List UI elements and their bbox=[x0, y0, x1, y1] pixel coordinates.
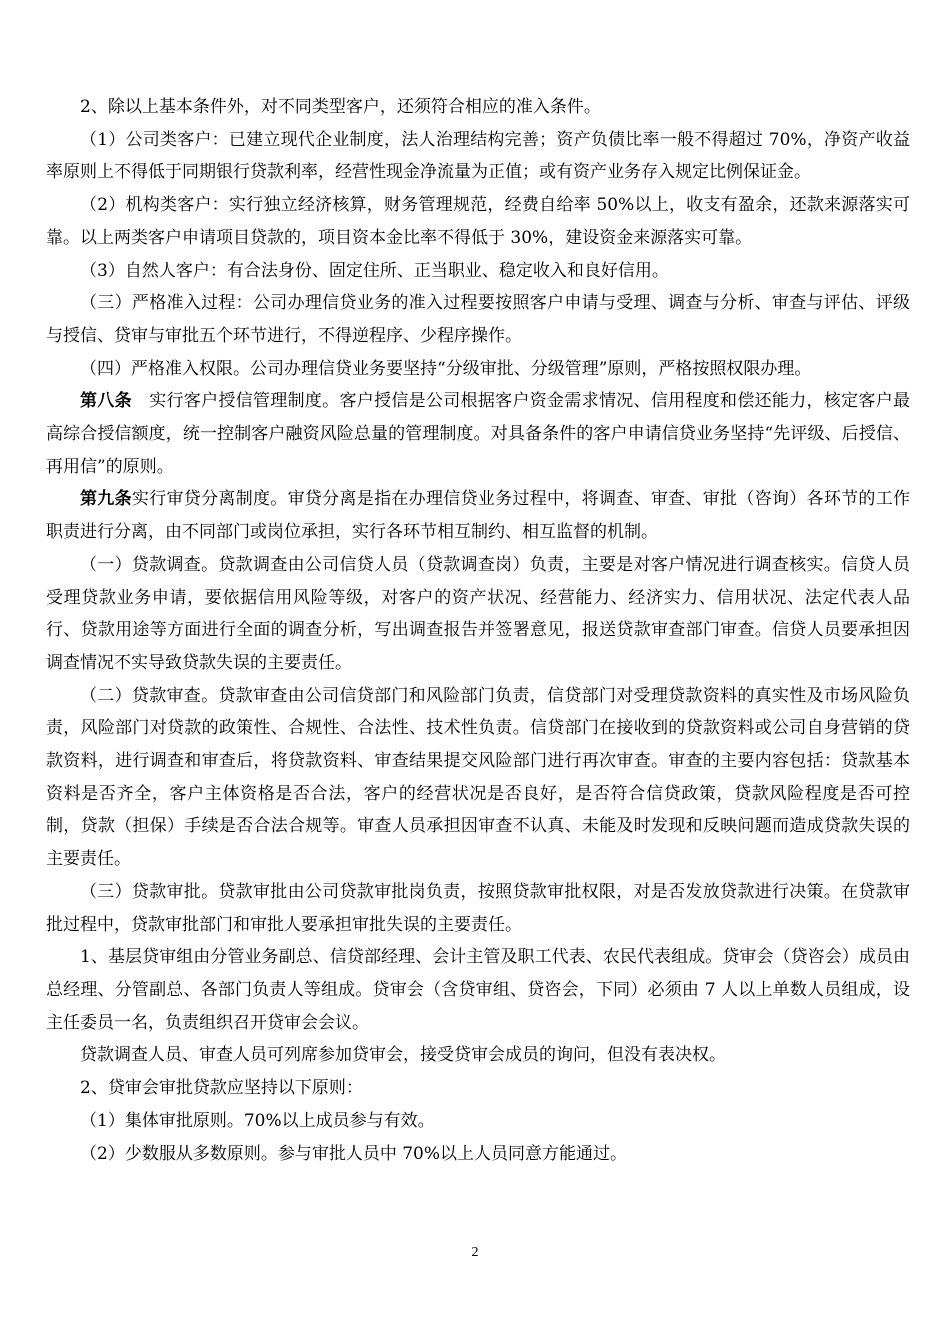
paragraph-principles-intro: 2、贷审会审批贷款应坚持以下原则： bbox=[80, 1078, 363, 1099]
document-body bbox=[46, 91, 910, 1170]
article-9-text: 实行审贷分离制度。审贷分离是指在办理信贷业务过程中，将调查、审查、审批（咨询）各环节的工作职责进行分离，由不同部门或岗位承担，实行各环节相互制约、相互监督的机制。 bbox=[46, 489, 911, 543]
page-number: 2 bbox=[471, 1245, 479, 1260]
article-8-heading: 第八条 bbox=[80, 391, 132, 412]
paragraph-attendees: 贷款调查人员、审查人员可列席参加贷审会，接受贷审会成员的询问，但没有表决权。 bbox=[80, 1045, 726, 1066]
paragraph-admission-authority: （四）严格准入权限。公司办理信贷业务要坚持“分级审批、分级管理”原则，严格按照权限办理。 bbox=[80, 358, 812, 379]
paragraph-natural-person-clients: （3）自然人客户：有合法身份、固定住所、正当职业、稳定收入和良好信用。 bbox=[80, 260, 669, 281]
paragraph-institutional-clients: （2）机构类客户：实行独立经济核算，财务管理规范，经费自给率 50%以上，收支有盈余，还款来源落实可靠。以上两类客户申请项目贷款的，项目资本金比率不得低于 30%，建设资金来源落实可靠。 bbox=[46, 195, 910, 248]
article-9 bbox=[46, 483, 910, 548]
article-8-text: 实行客户授信管理制度。客户授信是公司根据客户资金需求情况、信用程度和偿还能力，核定客户最高综合授信额度，统一控制客户融资风险总量的管理制度。对具备条件的客户申请信贷业务坚持“先评级、后授信、再用信”的原则。 bbox=[46, 391, 911, 477]
article-8 bbox=[46, 385, 910, 483]
article-9-heading: 第九条 bbox=[80, 489, 132, 510]
paragraph-principle-majority: （2）少数服从多数原则。参与审批人员中 70%以上人员同意方能通过。 bbox=[80, 1143, 628, 1164]
paragraph-loan-review: （二）贷款审查。贷款审查由公司信贷部门和风险部门负责，信贷部门对受理贷款资料的真实性及市场风险负责，风险部门对贷款的政策性、合规性、合法性、技术性负责。信贷部门在接收到的贷款资料或公司自身营销的贷款资料，进行调查和审查后，将贷款资料、审查结果提交风险部门进行再次审查。审查的主要内容包括：贷款基本资料是否齐全，客户主体资格是否合法，客户的经营状况是否良好，是否符合信贷政策，贷款风险程度是否可控制，贷款（担保）手续是否合法合规等。审查人员承担因审查不认真、未能及时发现和反映问题而造成贷款失误的主要责任。 bbox=[46, 685, 910, 870]
paragraph-corporate-clients: （1）公司类客户：已建立现代企业制度，法人治理结构完善；资产负债比率一般不得超过 70%，净资产收益率原则上不得低于同期银行贷款利率，经营性现金净流量为正值；或有资产业务存入规定比例保证金。 bbox=[46, 129, 910, 183]
paragraph-loan-approval: （三）贷款审批。贷款审批由公司贷款审批岗负责，按照贷款审批权限，对是否发放贷款进行决策。在贷款审批过程中，贷款审批部门和审批人要承担审批失误的主要责任。 bbox=[46, 881, 910, 935]
paragraph-loan-investigation: （一）贷款调查。贷款调查由公司信贷人员（贷款调查岗）负责，主要是对客户情况进行调查核实。信贷人员受理贷款业务申请，要依据信用风险等级，对客户的资产状况、经营能力、经济实力、信用状况、法定代表人品行、贷款用途等方面进行全面的调查分析，写出调查报告并签署意见，报送贷款审查部门审查。信贷人员要承担因调查情况不实导致贷款失误的主要责任。 bbox=[46, 554, 910, 673]
paragraph-admission-conditions: 2、除以上基本条件外，对不同类型客户，还须符合相应的准入条件。 bbox=[80, 97, 601, 117]
paragraph-principle-collective: （1）集体审批原则。70%以上成员参与有效。 bbox=[80, 1110, 435, 1131]
paragraph-admission-process: （三）严格准入过程：公司办理信贷业务的准入过程要按照客户申请与受理、调查与分析、审查与评估、评级与授信、贷审与审批五个环节进行，不得逆程序、少程序操作。 bbox=[46, 293, 910, 346]
paragraph-committee-composition: 1、基层贷审组由分管业务副总、信贷部经理、会计主管及职工代表、农民代表组成。贷审会（贷咨会）成员由总经理、分管副总、各部门负责人等组成。贷审会（含贷审组、贷咨会，下同）必须由 7 人以上单数人员组成，设主任委员一名，负责组织召开贷审会会议。 bbox=[46, 947, 910, 1033]
